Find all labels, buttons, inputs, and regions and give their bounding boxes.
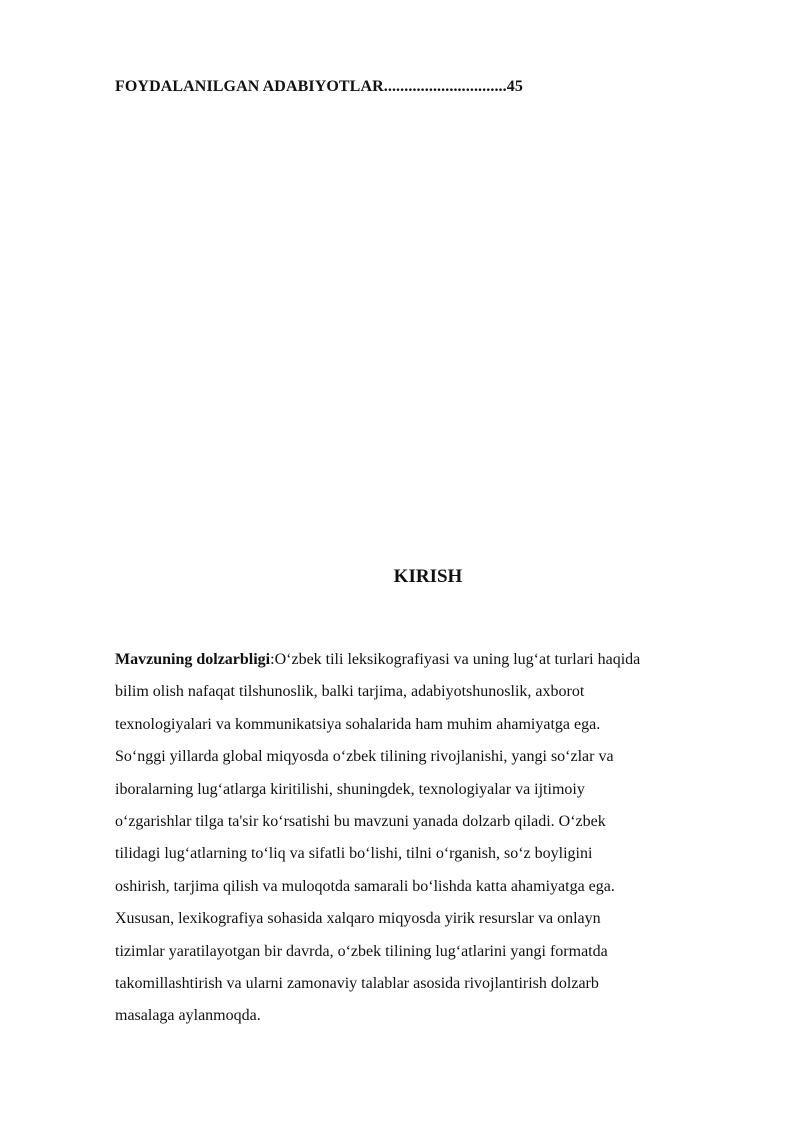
paragraph-line: bilim olish nafaqat tilshunoslik, balki tarjima, adabiyotshunoslik, axborot — [115, 683, 585, 701]
paragraph-lead-separator: : — [270, 651, 275, 668]
paragraph-lead-label: Mavzuning dolzarbligi — [115, 651, 271, 668]
paragraph-line: masalaga aylanmoqda. — [115, 1007, 261, 1025]
paragraph-line: Xususan, lexikografiya sohasida xalqaro miqyosda yirik resurslar va onlayn — [115, 910, 601, 928]
paragraph-line: tilidagi lug‘atlarning to‘liq va sifatli bo‘lishi, tilni o‘rganish, so‘z boyligini — [115, 845, 593, 863]
paragraph-line: So‘nggi yillarda global miqyosda o‘zbek tilining rivojlanishi, yangi so‘zlar va — [115, 748, 614, 766]
body-paragraph — [115, 644, 740, 1033]
paragraph-line — [115, 644, 740, 676]
section-heading: KIRISH — [393, 566, 463, 587]
paragraph-line: oshirish, tarjima qilish va muloqotda samarali bo‘lishda katta ahamiyatga ega. — [115, 877, 615, 895]
paragraph-line: texnologiyalari va kommunikatsiya sohalarida ham muhim ahamiyatga ega. — [115, 715, 601, 733]
toc-leader-dots: .............................. — [383, 78, 507, 95]
toc-entry — [115, 78, 523, 96]
paragraph-line: o‘zgarishlar tilga ta'sir ko‘rsatishi bu mavzuni yanada dolzarb qiladi. O‘zbek — [115, 813, 606, 831]
paragraph-line-text: O‘zbek tili leksikografiyasi va uning lug‘at turlari haqida — [274, 651, 641, 668]
toc-entry-title: FOYDALANILGAN ADABIYOTLAR — [115, 78, 384, 95]
paragraph-line: tizimlar yaratilayotgan bir davrda, o‘zbek tilining lug‘atlarini yangi formatda — [115, 942, 608, 960]
paragraph-line: iboralarning lug‘atlarga kiritilishi, shuningdek, texnologiyalar va ijtimoiy — [115, 780, 585, 798]
paragraph-line: takomillashtirish va ularni zamonaviy talablar asosida rivojlantirish dolzarb — [115, 975, 599, 993]
toc-page-number: 45 — [506, 78, 523, 95]
